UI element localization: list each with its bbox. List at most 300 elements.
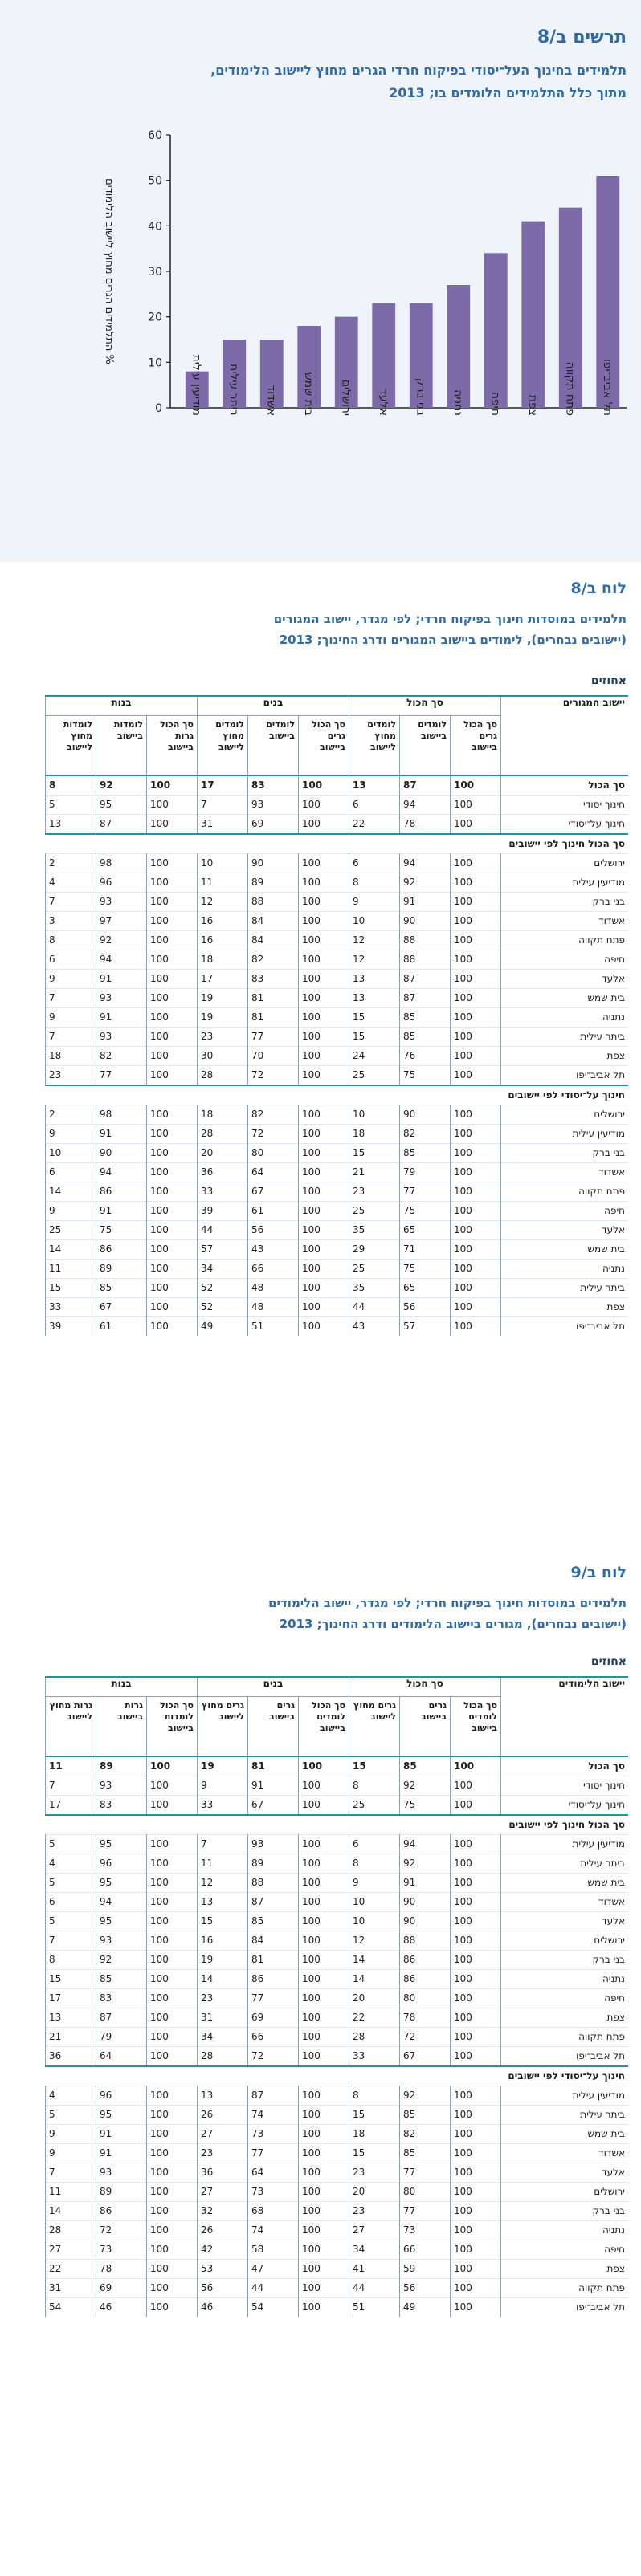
table-row: [46, 2182, 629, 2201]
table-cell: 2: [46, 853, 96, 873]
row-label: ירושלים: [501, 1931, 629, 1950]
table-cell: 100: [451, 1911, 501, 1931]
table-cell: 46: [96, 2297, 147, 2317]
table-cell: 11: [198, 873, 248, 892]
table-cell: 100: [147, 795, 198, 814]
table-cell: 100: [451, 1105, 501, 1124]
table-cell: 93: [96, 988, 147, 1007]
table-cell: 44: [248, 2278, 299, 2297]
table-cell: 100: [299, 1316, 349, 1336]
table-cell: 33: [198, 1795, 248, 1815]
table-cell: 7: [198, 795, 248, 814]
table-cell: 48: [248, 1278, 299, 1297]
table-cell: 36: [198, 1162, 248, 1182]
table-row: [46, 873, 629, 892]
table-row: [46, 775, 629, 796]
table-cell: 35: [349, 1220, 400, 1239]
table-cell: 14: [349, 1950, 400, 1969]
table-cell: 83: [248, 775, 299, 796]
x-tick-label: צפת: [525, 394, 539, 416]
table-cell: 87: [400, 988, 451, 1007]
table-cell: 6: [349, 853, 400, 873]
table-cell: 100: [451, 1776, 501, 1795]
table-cell: 100: [451, 2240, 501, 2259]
row-label: תל אביב־יפו: [501, 1316, 629, 1336]
table-cell: 64: [248, 1162, 299, 1182]
table-cell: 100: [147, 1065, 198, 1085]
row-label: בני ברק: [501, 892, 629, 911]
table1-unit: אחוזים: [590, 674, 627, 687]
table-cell: 100: [299, 1278, 349, 1297]
table-cell: 34: [198, 1259, 248, 1278]
bar: [521, 222, 545, 408]
table-cell: 72: [248, 1124, 299, 1143]
header-rowlabel: יישוב הלימודים: [501, 1677, 629, 1756]
table-cell: 23: [198, 2143, 248, 2163]
table-cell: 72: [400, 2027, 451, 2046]
table-cell: 74: [248, 2220, 299, 2240]
row-label: ירושלים: [501, 853, 629, 873]
table-cell: 61: [248, 1201, 299, 1220]
table-cell: 100: [147, 1834, 198, 1854]
table-cell: 9: [349, 1873, 400, 1892]
table-cell: 100: [451, 2220, 501, 2240]
table-cell: 91: [400, 892, 451, 911]
table-cell: 86: [400, 1950, 451, 1969]
table-cell: 100: [451, 814, 501, 834]
table-cell: 100: [451, 1124, 501, 1143]
table-cell: 17: [46, 1795, 96, 1815]
table-cell: 7: [46, 1027, 96, 1046]
table-cell: 72: [96, 2220, 147, 2240]
table-row: [46, 1892, 629, 1911]
table-cell: 29: [349, 1239, 400, 1259]
table-cell: 15: [349, 2143, 400, 2163]
table-cell: 100: [147, 1911, 198, 1931]
row-label: ביתר עילית: [501, 2105, 629, 2124]
table-cell: 100: [451, 1278, 501, 1297]
table-row: [46, 1854, 629, 1873]
row-label: ביתר עילית: [501, 1854, 629, 1873]
header-girls: בנות: [46, 1677, 198, 1697]
table-row: [46, 1201, 629, 1220]
row-label: אשדוד: [501, 1162, 629, 1182]
table-cell: 6: [349, 795, 400, 814]
table-cell: 21: [46, 2027, 96, 2046]
table-cell: 13: [46, 2008, 96, 2027]
table-row: [46, 1316, 629, 1336]
table-row: [46, 1969, 629, 1988]
table-cell: 66: [248, 1259, 299, 1278]
section-header: חינוך על־יסודי לפי יישובים: [46, 2066, 629, 2086]
table-cell: 93: [248, 795, 299, 814]
table-cell: 100: [299, 1201, 349, 1220]
table-cell: 8: [349, 873, 400, 892]
table-cell: 100: [299, 1027, 349, 1046]
table-row: [46, 2278, 629, 2297]
row-label: חינוך יסודי: [501, 795, 629, 814]
table-cell: 44: [349, 2278, 400, 2297]
x-tick-label: נתניה: [451, 389, 464, 416]
table-cell: 33: [198, 1182, 248, 1201]
row-label: מודיעין עילית: [501, 873, 629, 892]
row-label: בית שמש: [501, 1873, 629, 1892]
table-cell: 11: [46, 1259, 96, 1278]
table-cell: 100: [299, 2201, 349, 2220]
row-label: בית שמש: [501, 1239, 629, 1259]
table-cell: 91: [96, 1007, 147, 1027]
row-label: ירושלים: [501, 2182, 629, 2201]
table-cell: 10: [349, 911, 400, 930]
table-cell: 100: [451, 2027, 501, 2046]
table-cell: 77: [400, 2163, 451, 2182]
table-cell: 47: [248, 2259, 299, 2278]
table-row: [46, 1950, 629, 1969]
table-cell: 39: [198, 1201, 248, 1220]
table-cell: 67: [400, 2046, 451, 2066]
column-header: לומדות מחוץ ליישוב: [46, 716, 96, 775]
table-cell: 100: [299, 2297, 349, 2317]
table-cell: 22: [349, 814, 400, 834]
table-cell: 100: [147, 2124, 198, 2143]
table-cell: 92: [96, 1950, 147, 1969]
table-cell: 12: [349, 950, 400, 969]
section-header: סך הכול חינוך לפי יישובים: [46, 1815, 629, 1835]
table-cell: 100: [299, 1162, 349, 1182]
table-cell: 100: [147, 2105, 198, 2124]
table-cell: 81: [248, 1007, 299, 1027]
table-cell: 100: [299, 1105, 349, 1124]
table-cell: 9: [46, 969, 96, 988]
table-cell: 100: [299, 775, 349, 796]
table-row: [46, 988, 629, 1007]
table-cell: 100: [147, 775, 198, 796]
table-cell: 13: [349, 988, 400, 1007]
table-row: [46, 1105, 629, 1124]
table-row: [46, 1027, 629, 1046]
row-label: נתניה: [501, 1007, 629, 1027]
table-cell: 64: [96, 2046, 147, 2066]
table-cell: 100: [299, 1969, 349, 1988]
table-cell: 3: [46, 911, 96, 930]
x-tick-label: תל אביב־יפו: [600, 358, 614, 416]
table-cell: 100: [299, 1220, 349, 1239]
row-label: סך הכול: [501, 775, 629, 796]
table-cell: 100: [451, 2259, 501, 2278]
table-cell: 100: [299, 1795, 349, 1815]
table-cell: 100: [299, 853, 349, 873]
table-cell: 56: [400, 2278, 451, 2297]
table2-title: לוח ב/9: [570, 1564, 627, 1581]
table-row: [46, 2201, 629, 2220]
table-cell: 5: [46, 1873, 96, 1892]
chart-title: תרשים ב/8: [537, 27, 627, 47]
table-cell: 26: [198, 2220, 248, 2240]
table-cell: 85: [400, 1756, 451, 1776]
table-cell: 100: [147, 1988, 198, 2008]
table-cell: 100: [451, 1931, 501, 1950]
table-cell: 85: [400, 1007, 451, 1027]
chart-subtitle-line2: מתוך כלל התלמידים הלומדים בו; 2013: [389, 85, 627, 100]
table-cell: 23: [46, 1065, 96, 1085]
table-row: [46, 1873, 629, 1892]
table-cell: 52: [198, 1297, 248, 1316]
table-cell: 100: [451, 969, 501, 988]
table-cell: 100: [299, 1892, 349, 1911]
row-label: חינוך על־יסודי: [501, 814, 629, 834]
table-row: [46, 969, 629, 988]
table-cell: 90: [400, 1105, 451, 1124]
table-cell: 100: [299, 1873, 349, 1892]
table-cell: 56: [248, 1220, 299, 1239]
row-label: תל אביב־יפו: [501, 2297, 629, 2317]
table-cell: 18: [349, 1124, 400, 1143]
table-cell: 100: [451, 930, 501, 950]
table-cell: 20: [349, 2182, 400, 2201]
table-cell: 7: [46, 1931, 96, 1950]
table-cell: 94: [96, 1892, 147, 1911]
table-cell: 85: [248, 1911, 299, 1931]
table-cell: 46: [198, 2297, 248, 2317]
row-label: נתניה: [501, 1259, 629, 1278]
table-cell: 93: [96, 1027, 147, 1046]
table-cell: 94: [400, 853, 451, 873]
table-row: [46, 1834, 629, 1854]
table-row: [46, 2086, 629, 2105]
bar-chart: [0, 112, 641, 562]
table-cell: 23: [198, 1027, 248, 1046]
table-cell: 86: [96, 1182, 147, 1201]
table-cell: 95: [96, 795, 147, 814]
table-cell: 43: [248, 1239, 299, 1259]
table-cell: 91: [96, 2143, 147, 2163]
table-cell: 100: [147, 2086, 198, 2105]
table-cell: 100: [147, 2182, 198, 2201]
column-header: סך הכול לומדים ביישוב: [299, 1697, 349, 1756]
table-cell: 100: [451, 950, 501, 969]
table-cell: 21: [349, 1162, 400, 1182]
table-row: [46, 1931, 629, 1950]
table-cell: 18: [349, 2124, 400, 2143]
table-cell: 9: [46, 1124, 96, 1143]
section-header: חינוך על־יסודי לפי יישובים: [46, 1085, 629, 1105]
row-label: חינוך יסודי: [501, 1776, 629, 1795]
table-cell: 82: [400, 2124, 451, 2143]
table-cell: 19: [198, 1950, 248, 1969]
table-cell: 33: [349, 2046, 400, 2066]
table-cell: 28: [349, 2027, 400, 2046]
table2-subtitle-line1: תלמידים במוסדות חינוך בפיקוח חרדי; לפי מגדר, יישוב הלימודים: [268, 1596, 627, 1610]
table-cell: 69: [248, 814, 299, 834]
row-label: בני ברק: [501, 1950, 629, 1969]
table-cell: 100: [147, 1239, 198, 1259]
table-cell: 100: [451, 1027, 501, 1046]
table-row: [46, 2259, 629, 2278]
table-cell: 100: [451, 795, 501, 814]
table-cell: 90: [96, 1143, 147, 1162]
table-cell: 42: [198, 2240, 248, 2259]
table-cell: 26: [198, 2105, 248, 2124]
table-cell: 100: [451, 1854, 501, 1873]
table-cell: 82: [248, 950, 299, 969]
table-cell: 82: [248, 1105, 299, 1124]
table-cell: 91: [96, 1201, 147, 1220]
table-cell: 100: [451, 1988, 501, 2008]
table-cell: 10: [349, 1892, 400, 1911]
data-table: [45, 1676, 628, 2317]
row-label: נתניה: [501, 1969, 629, 1988]
table-row: [46, 2163, 629, 2182]
table-cell: 100: [299, 930, 349, 950]
table-cell: 25: [46, 1220, 96, 1239]
table-row: [46, 1007, 629, 1027]
table-cell: 100: [299, 1988, 349, 2008]
table-cell: 100: [451, 2105, 501, 2124]
table-cell: 30: [198, 1046, 248, 1065]
table-cell: 82: [400, 1124, 451, 1143]
table-row: [46, 1182, 629, 1201]
table-cell: 15: [46, 1278, 96, 1297]
table-cell: 100: [451, 911, 501, 930]
table-row: [46, 2124, 629, 2143]
table-cell: 9: [349, 892, 400, 911]
table-cell: 100: [147, 988, 198, 1007]
table-row: [46, 2143, 629, 2163]
table-cell: 14: [46, 2201, 96, 2220]
table-cell: 88: [400, 930, 451, 950]
table-cell: 25: [349, 1201, 400, 1220]
table-cell: 100: [299, 1776, 349, 1795]
table-cell: 100: [299, 2182, 349, 2201]
table-cell: 6: [349, 1834, 400, 1854]
table-cell: 8: [349, 1854, 400, 1873]
y-tick-label: 50: [148, 174, 162, 188]
table-row: [46, 2027, 629, 2046]
table-cell: 100: [299, 1756, 349, 1776]
table-cell: 100: [299, 1046, 349, 1065]
table-cell: 71: [400, 1239, 451, 1259]
row-label: צפת: [501, 1297, 629, 1316]
table-cell: 4: [46, 1854, 96, 1873]
table-cell: 95: [96, 1911, 147, 1931]
table-cell: 100: [147, 2008, 198, 2027]
table-cell: 100: [147, 873, 198, 892]
table-cell: 100: [147, 1931, 198, 1950]
table-cell: 12: [198, 892, 248, 911]
x-tick-label: בני ברק: [414, 377, 427, 416]
table-cell: 100: [147, 1756, 198, 1776]
header-rowlabel: יישוב המגורים: [501, 696, 629, 775]
table-cell: 31: [198, 814, 248, 834]
column-header: לומדות ביישוב: [96, 716, 147, 775]
table-cell: 96: [96, 1854, 147, 1873]
table-cell: 9: [46, 1007, 96, 1027]
table-cell: 53: [198, 2259, 248, 2278]
table-cell: 100: [451, 2297, 501, 2317]
table-cell: 87: [400, 775, 451, 796]
table-cell: 90: [400, 911, 451, 930]
table1-subtitle-line1: תלמידים במוסדות חינוך בפיקוח חרדי; לפי מגדר, יישוב המגורים: [273, 612, 627, 626]
table-cell: 93: [96, 1931, 147, 1950]
table-cell: 68: [248, 2201, 299, 2220]
row-label: פתח תקווה: [501, 2278, 629, 2297]
table-cell: 54: [46, 2297, 96, 2317]
table-cell: 100: [451, 775, 501, 796]
table-cell: 100: [147, 969, 198, 988]
table-cell: 76: [400, 1046, 451, 1065]
row-label: פתח תקווה: [501, 2027, 629, 2046]
table-cell: 100: [299, 795, 349, 814]
table-cell: 100: [147, 2201, 198, 2220]
column-header: גרות ביישוב: [96, 1697, 147, 1756]
x-tick-label: פתח תקווה: [563, 361, 577, 416]
table-cell: 72: [248, 1065, 299, 1085]
row-label: ביתר עילית: [501, 1027, 629, 1046]
table-cell: 100: [451, 988, 501, 1007]
table1-subtitle-line2: (יישובים נבחרים), לימודים ביישוב המגורים ודרג החינוך; 2013: [279, 633, 627, 647]
table-cell: 100: [299, 969, 349, 988]
table-cell: 100: [147, 1278, 198, 1297]
table-cell: 18: [198, 1105, 248, 1124]
row-label: מודיעין עילית: [501, 1124, 629, 1143]
table-cell: 48: [248, 1297, 299, 1316]
table-cell: 52: [198, 1278, 248, 1297]
table-cell: 27: [46, 2240, 96, 2259]
table-cell: 100: [147, 2027, 198, 2046]
table-cell: 85: [400, 2143, 451, 2163]
table-cell: 100: [147, 1046, 198, 1065]
table-cell: 88: [248, 1873, 299, 1892]
table-cell: 32: [198, 2201, 248, 2220]
table2-subtitle-line2: (יישובים נבחרים), מגורים ביישוב הלימודים ודרג החינוך; 2013: [279, 1617, 627, 1631]
table-cell: 7: [198, 1834, 248, 1854]
table-cell: 10: [46, 1143, 96, 1162]
table-cell: 92: [96, 930, 147, 950]
table-cell: 20: [349, 1988, 400, 2008]
table-cell: 94: [96, 1162, 147, 1182]
table-cell: 100: [451, 2124, 501, 2143]
column-header: לומדים מחוץ ליישוב: [198, 716, 248, 775]
table-cell: 28: [198, 1065, 248, 1085]
row-label: תל אביב־יפו: [501, 2046, 629, 2066]
table-cell: 85: [96, 1969, 147, 1988]
row-label: חיפה: [501, 1201, 629, 1220]
table-cell: 92: [400, 1776, 451, 1795]
table-cell: 9: [46, 2124, 96, 2143]
table-cell: 100: [451, 2143, 501, 2163]
table-cell: 44: [349, 1297, 400, 1316]
table-cell: 85: [96, 1278, 147, 1297]
table-row: [46, 930, 629, 950]
table-cell: 67: [248, 1795, 299, 1815]
table-cell: 75: [96, 1220, 147, 1239]
table-cell: 77: [400, 1182, 451, 1201]
row-label: חיפה: [501, 1988, 629, 2008]
table-cell: 92: [96, 775, 147, 796]
table-cell: 34: [198, 2027, 248, 2046]
table-cell: 15: [349, 1027, 400, 1046]
row-label: מודיעין עילית: [501, 1834, 629, 1854]
table-row: [46, 950, 629, 969]
column-header: לומדים ביישוב: [248, 716, 299, 775]
column-header: גרות מחוץ ליישוב: [46, 1697, 96, 1756]
table-cell: 34: [349, 2240, 400, 2259]
table-cell: 73: [96, 2240, 147, 2259]
x-tick-label: אלעד: [376, 389, 390, 416]
table-row: [46, 1259, 629, 1278]
table-cell: 100: [451, 1756, 501, 1776]
table-cell: 73: [400, 2220, 451, 2240]
